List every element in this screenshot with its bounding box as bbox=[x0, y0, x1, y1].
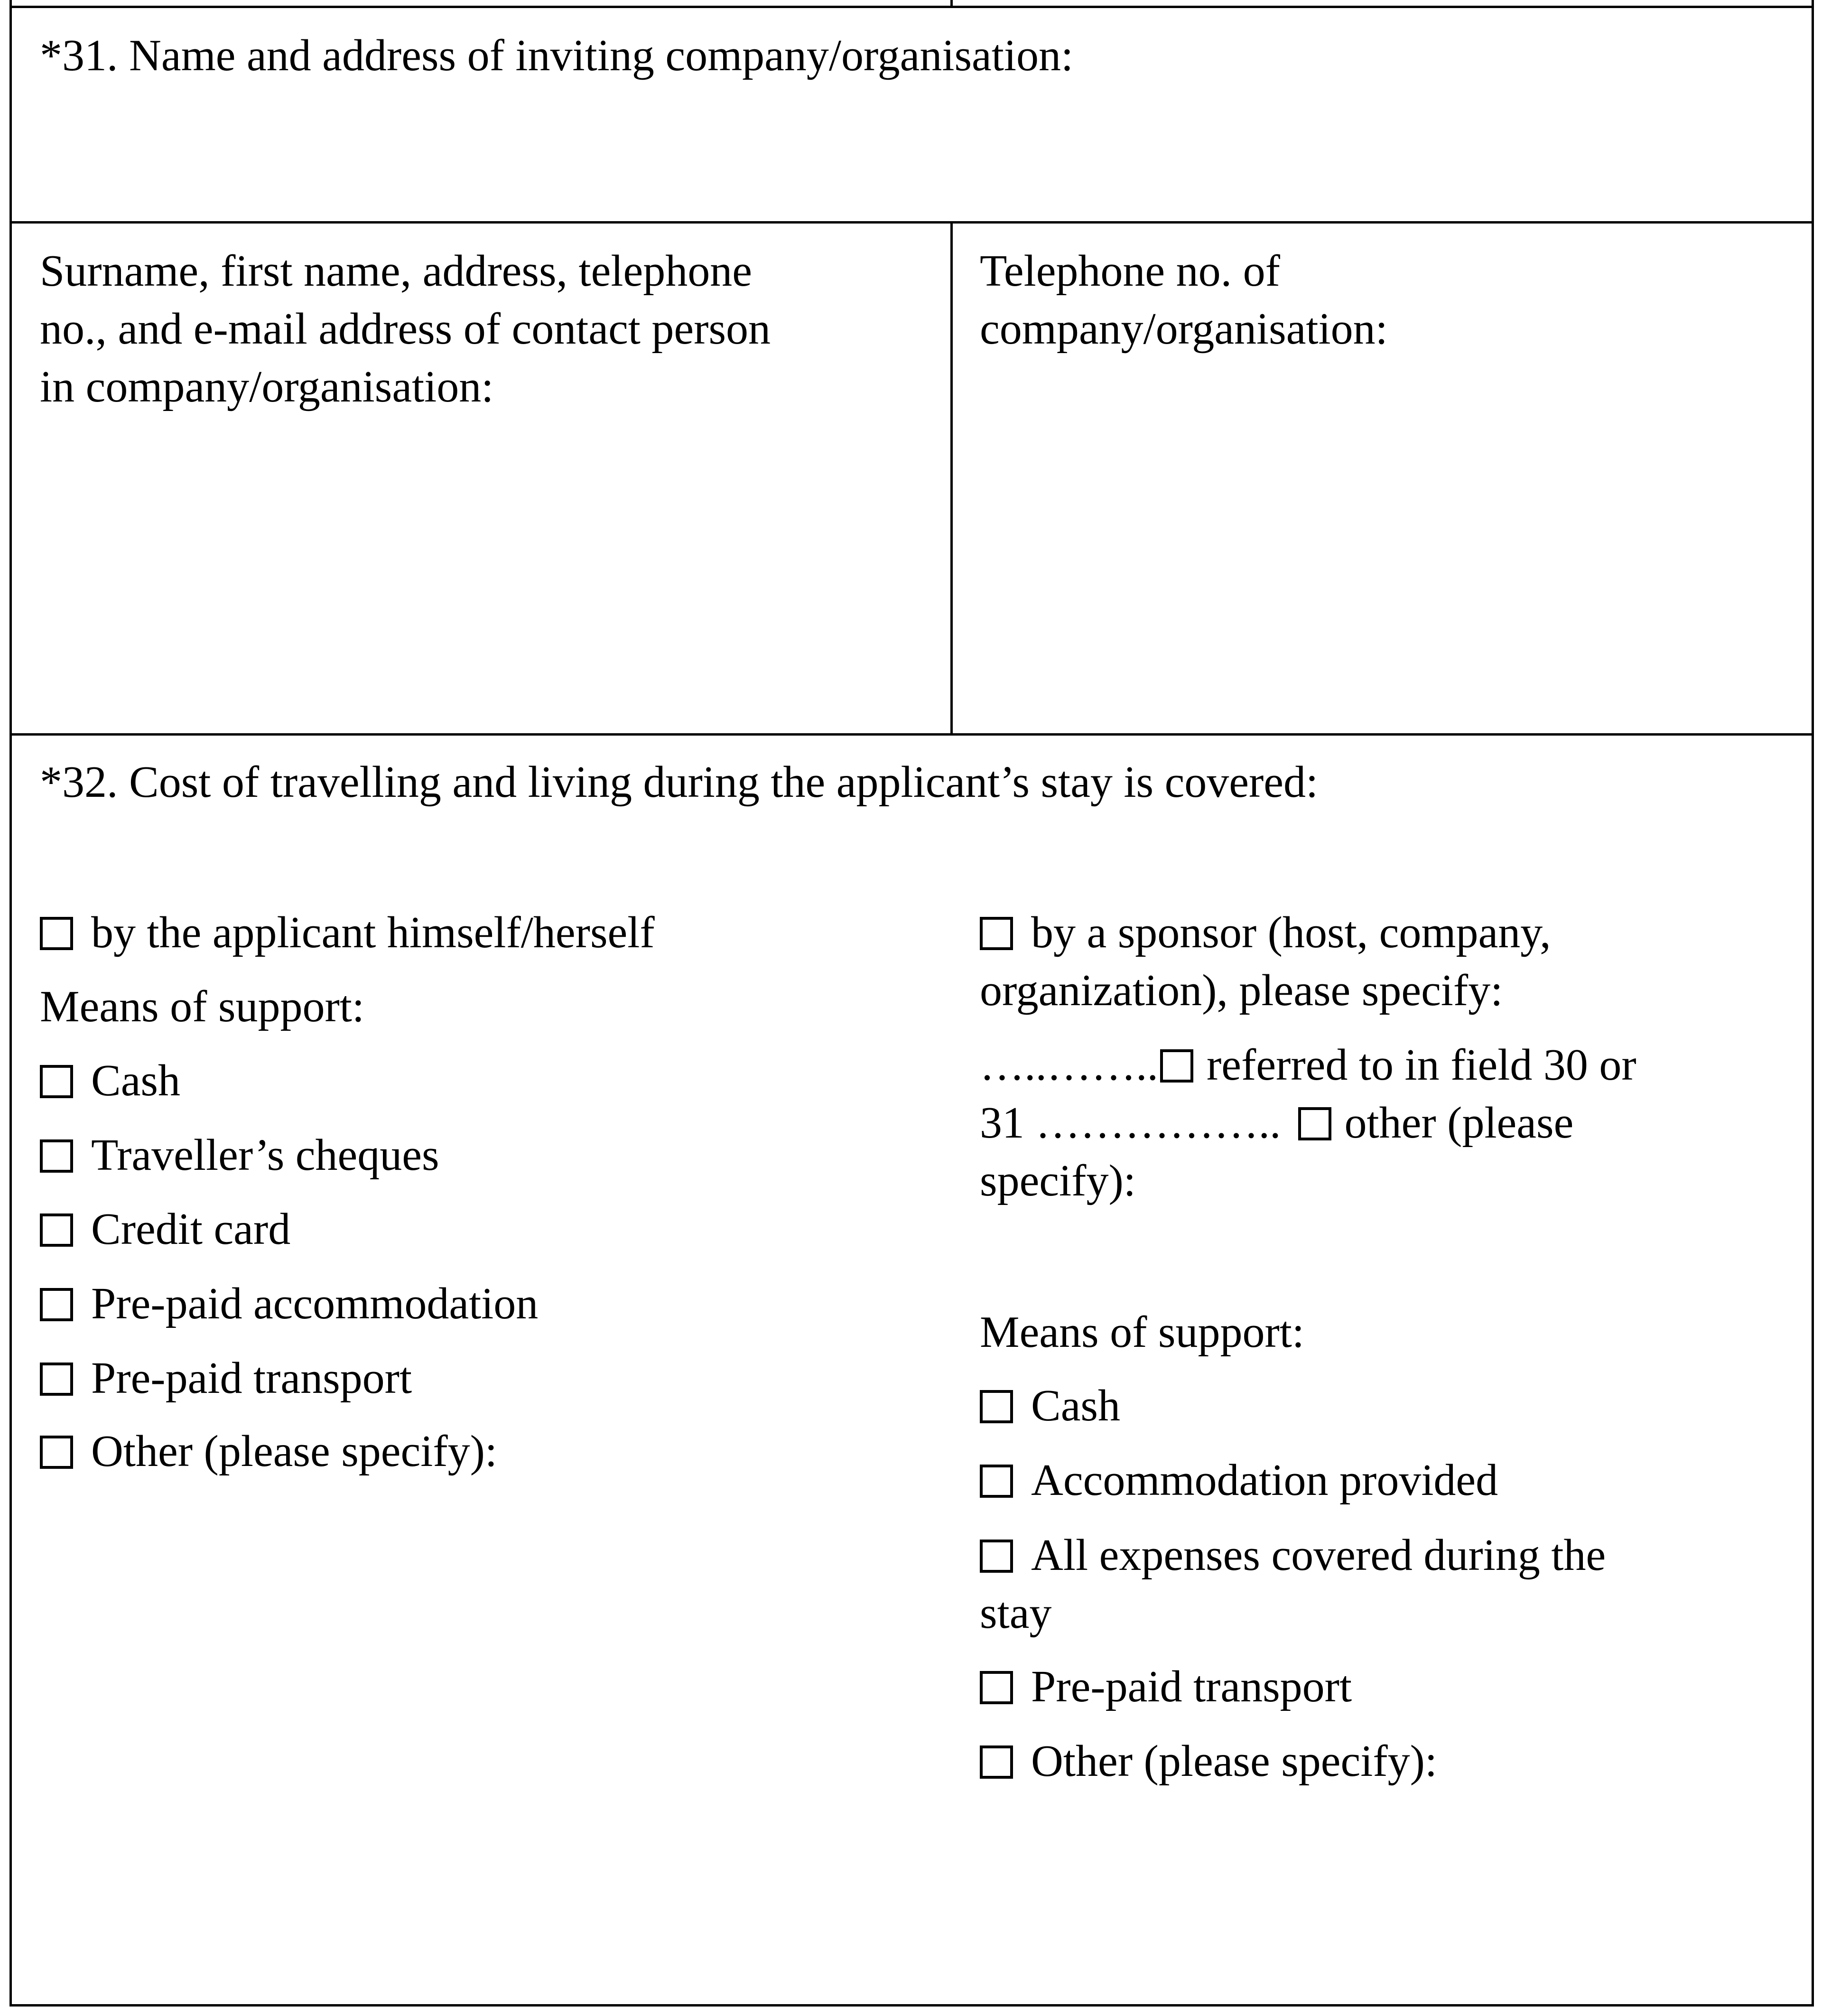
applicant-prepaid-accommodation-checkbox[interactable] bbox=[40, 1288, 73, 1321]
sponsor-option-line2: organization), please specify: bbox=[980, 966, 1503, 1015]
section32-title: *32. Cost of travelling and living during the applicant’s stay is covered: bbox=[40, 757, 1319, 807]
applicant-option-label: by the applicant himself/herself bbox=[91, 908, 655, 957]
sponsor-all-expenses-checkbox[interactable] bbox=[980, 1540, 1013, 1573]
applicant-means-prepaid-transport bbox=[40, 1349, 412, 1407]
sponsor-means-cash bbox=[980, 1377, 1120, 1435]
sponsor-option-line1 bbox=[980, 904, 1551, 961]
sponsor-all-expenses-label: All expenses covered during the bbox=[1031, 1531, 1606, 1580]
bottom-border bbox=[9, 2004, 1814, 2007]
applicant-other-checkbox[interactable] bbox=[40, 1436, 73, 1469]
applicant-means-travellers-cheques bbox=[40, 1126, 439, 1184]
sponsor-means-accommodation bbox=[980, 1451, 1498, 1509]
sponsor-option-label: by a sponsor (host, company, bbox=[1031, 908, 1551, 957]
sponsor-means-label: Means of support: bbox=[980, 1307, 1305, 1357]
applicant-other-label: Other (please specify): bbox=[91, 1427, 498, 1476]
sponsor-other-label: other (please bbox=[1344, 1098, 1574, 1148]
sponsor-means-all-expenses bbox=[980, 1526, 1606, 1584]
applicant-means-other bbox=[40, 1422, 497, 1480]
sponsor-means-prepaid-transport bbox=[980, 1658, 1352, 1716]
sponsor-cash-checkbox[interactable] bbox=[980, 1390, 1013, 1423]
sponsor-means-other-label: Other (please specify): bbox=[1031, 1736, 1438, 1786]
section31-title: *31. Name and address of inviting company/organisation: bbox=[40, 31, 1074, 80]
sponsor-referred-line bbox=[980, 1036, 1636, 1094]
sponsor-means-other bbox=[980, 1732, 1437, 1790]
sponsor-prepaid-transport-label: Pre-paid transport bbox=[1031, 1662, 1352, 1711]
sponsor-other-checkbox[interactable] bbox=[1298, 1107, 1331, 1140]
applicant-prepaid-transport-checkbox[interactable] bbox=[40, 1363, 73, 1396]
sponsor-field31-line bbox=[980, 1094, 1573, 1152]
applicant-credit-card-label: Credit card bbox=[91, 1204, 291, 1254]
contact-person-label-line3: in company/organisation: bbox=[40, 362, 494, 411]
contact-person-label-line1: Surname, first name, address, telephone bbox=[40, 246, 752, 296]
applicant-travellers-cheques-checkbox[interactable] bbox=[40, 1139, 73, 1173]
company-phone-label-line1: Telephone no. of bbox=[980, 246, 1280, 296]
sponsor-checkbox[interactable] bbox=[980, 917, 1013, 950]
sponsor-referred-checkbox[interactable] bbox=[1160, 1049, 1193, 1083]
applicant-means-prepaid-accommodation bbox=[40, 1275, 538, 1333]
sponsor-accommodation-checkbox[interactable] bbox=[980, 1465, 1013, 1498]
applicant-checkbox[interactable] bbox=[40, 917, 73, 950]
sponsor-means-all-expenses-continuation: stay bbox=[980, 1588, 1052, 1638]
top-column-divider bbox=[950, 0, 953, 7]
applicant-option bbox=[40, 904, 655, 961]
applicant-cash-label: Cash bbox=[91, 1056, 180, 1105]
right-border bbox=[1812, 0, 1814, 2007]
applicant-credit-card-checkbox[interactable] bbox=[40, 1213, 73, 1247]
applicant-prepaid-accommodation-label: Pre-paid accommodation bbox=[91, 1279, 539, 1328]
contact-person-label-line2: no., and e-mail address of contact person bbox=[40, 304, 771, 354]
sponsor-referred-label: referred to in field 30 or bbox=[1207, 1040, 1636, 1090]
applicant-means-credit-card bbox=[40, 1200, 290, 1258]
sponsor-dots-fill[interactable]: …..…….. bbox=[980, 1040, 1158, 1090]
sponsor-prepaid-transport-checkbox[interactable] bbox=[980, 1671, 1013, 1704]
company-phone-label-line2: company/organisation: bbox=[980, 304, 1388, 354]
sponsor-cash-label: Cash bbox=[1031, 1381, 1120, 1430]
sponsor-accommodation-label: Accommodation provided bbox=[1031, 1456, 1498, 1505]
section32-top-divider bbox=[9, 733, 1814, 736]
sponsor-other-line2: specify): bbox=[980, 1156, 1136, 1205]
sponsor-means-other-checkbox[interactable] bbox=[980, 1745, 1013, 1779]
applicant-means-label: Means of support: bbox=[40, 982, 365, 1031]
applicant-travellers-cheques-label: Traveller’s cheques bbox=[91, 1130, 439, 1180]
applicant-prepaid-transport-label: Pre-paid transport bbox=[91, 1353, 412, 1403]
applicant-means-cash bbox=[40, 1052, 180, 1110]
applicant-cash-checkbox[interactable] bbox=[40, 1065, 73, 1098]
sponsor-field31-fill[interactable]: 31 …………….. bbox=[980, 1098, 1281, 1148]
